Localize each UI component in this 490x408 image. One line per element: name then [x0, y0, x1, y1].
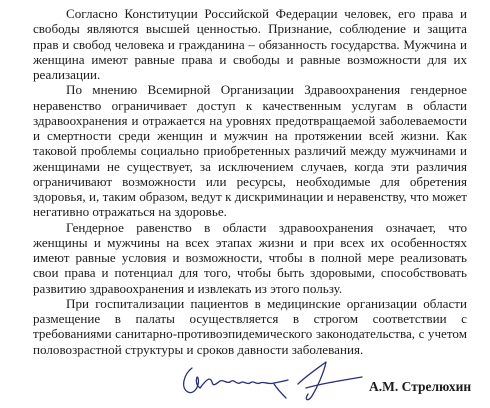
- handwritten-signature: [178, 354, 378, 404]
- document-body: [33, 6, 467, 357]
- author-name: А.М. Стрелюхин: [369, 379, 472, 394]
- paragraph-who-opinion: По мнению Всемирной Организации Здравоохранения гендерное неравенство ограничивает доступ к качественным услугам в области здравоохранения и отражается на уровнях предотвращаемой заболеваемости и смертности среди женщин и мужчин на протяжении всей жизни. Как таковой проблемы социально приобретенных различий между мужчинами и женщинами не существует, за исключением случаев, когда эти различия ограничивают возможности или ресурсы, необходимые для обретения здоровья, и, таким образом, ведут к дискриминации и неравенству, что может негативно отражаться на здоровье.: [33, 82, 467, 220]
- paragraph-gender-equality: Гендерное равенство в области здравоохранения означает, что женщины и мужчины на всех этапах жизни и при всех их особенностях имеют равные условия и возможности, чтобы в полной мере реализовать свои права и потенциал для того, чтобы быть здоровыми, способствовать развитию здравоохранения и извлекать из этого пользу.: [33, 219, 467, 296]
- paragraph-hospitalization: При госпитализации пациентов в медицинские организации области размещение в палаты осуществляется в строгом соответствии с требованиями санитарно-противоэпидемического законодательства, с учетом половозрастной структуры и сроков давности заболевания.: [33, 295, 467, 357]
- paragraph-constitution: Согласно Конституции Российской Федерации человек, его права и свободы являются высшей ценностью. Признание, соблюдение и защита прав и свобод человека и гражданина – обязанность государства. Мужчина и женщина имеют равные права и свободы и равные возможности для их реализации.: [33, 6, 467, 82]
